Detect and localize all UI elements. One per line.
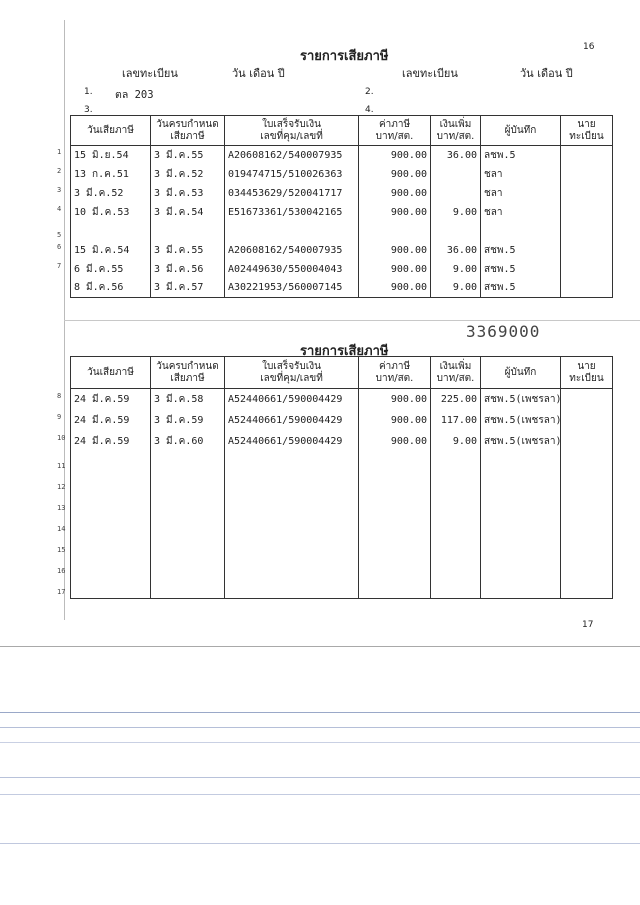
cell-receipt — [225, 222, 359, 241]
col2-extra: เงินเพิ่ม บาท/สต. — [431, 357, 481, 389]
scan-rule — [0, 727, 640, 728]
cell-registrar — [561, 557, 613, 578]
cell-receipt — [225, 515, 359, 536]
cell-tax — [359, 452, 431, 473]
scan-rule — [0, 777, 640, 778]
cell-tax-date — [57, 473, 151, 494]
cell-due-date — [151, 515, 225, 536]
cell-registrar — [561, 452, 613, 473]
cell-tax: 900.00 — [359, 279, 431, 298]
cell-due-date: 3 มี.ค.53 — [151, 184, 225, 203]
cell-recorder — [481, 452, 561, 473]
table-row — [71, 279, 613, 298]
line-number-4: 4. — [365, 105, 374, 115]
cell-recorder: สชพ.5(เพชรลา) — [481, 431, 561, 452]
cell-registrar — [561, 260, 613, 279]
row-number: 2 — [57, 166, 62, 175]
cell-registrar — [561, 203, 613, 222]
cell-extra — [431, 184, 481, 203]
tax-table-2 — [57, 356, 613, 599]
row-number: 1 — [57, 147, 62, 156]
cell-extra — [431, 222, 481, 241]
stamp-number: 3369000 — [466, 322, 541, 341]
cell-extra — [431, 165, 481, 184]
tax-date-value: 6 มี.ค.55 — [74, 263, 124, 275]
cell-due-date — [151, 473, 225, 494]
tax-date-value: 3 มี.ค.52 — [74, 187, 124, 199]
col-receipt: ใบเสร็จรับเงิน เลขที่คุม/เลขที่ — [225, 116, 359, 146]
table-row — [71, 557, 613, 578]
row-number: 15 — [57, 546, 66, 554]
cell-registrar — [561, 578, 613, 599]
cell-extra: 9.00 — [431, 431, 481, 452]
cell-tax: 900.00 — [359, 431, 431, 452]
cell-receipt — [225, 557, 359, 578]
cell-receipt: A20608162/540007935 — [225, 241, 359, 260]
row-number: 7 — [57, 261, 62, 270]
cell-tax-date — [71, 279, 151, 298]
table-row — [71, 410, 613, 431]
cell-due-date — [151, 536, 225, 557]
cell-recorder: สชพ.5(เพชรลา) — [481, 389, 561, 410]
cell-tax: 900.00 — [359, 165, 431, 184]
col2-receipt: ใบเสร็จรับเงิน เลขที่คุม/เลขที่ — [225, 357, 359, 389]
cell-registrar — [561, 431, 613, 452]
col-tax: ค่าภาษี บาท/สต. — [359, 116, 431, 146]
col2-tax: ค่าภาษี บาท/สต. — [359, 357, 431, 389]
row-number: 11 — [57, 462, 66, 470]
date-label-right: วัน เดือน ปี — [520, 67, 573, 80]
cell-registrar — [561, 165, 613, 184]
cell-receipt: 034453629/520041717 — [225, 184, 359, 203]
cell-extra — [431, 578, 481, 599]
cell-recorder — [481, 536, 561, 557]
line-number-1: 1. — [84, 87, 93, 97]
cell-tax-date — [57, 578, 151, 599]
cell-extra: 36.00 — [431, 241, 481, 260]
table-row — [71, 165, 613, 184]
col2-due-date: วันครบกำหนด เสียภาษี — [151, 357, 225, 389]
cell-tax-date — [57, 222, 151, 241]
cell-tax-date — [57, 165, 151, 184]
table-row — [71, 241, 613, 260]
cell-tax-date — [57, 494, 151, 515]
row-number: 3 — [57, 185, 62, 194]
cell-tax-date — [57, 536, 151, 557]
cell-tax-date — [57, 241, 151, 260]
row-number: 10 — [57, 433, 66, 442]
table-row — [71, 184, 613, 203]
tax-date-value: 15 มิ.ค.54 — [74, 244, 130, 256]
cell-registrar — [561, 241, 613, 260]
tax-date-value: 13 ก.ค.51 — [74, 168, 129, 180]
scan-rule — [0, 646, 640, 647]
tax-date-value: 15 มิ.ย.54 — [74, 149, 129, 161]
table-row — [71, 515, 613, 536]
cell-due-date: 3 มี.ค.58 — [151, 389, 225, 410]
cell-tax — [359, 578, 431, 599]
cell-registrar — [561, 515, 613, 536]
cell-recorder: สชพ.5 — [481, 241, 561, 260]
cell-extra: 9.00 — [431, 279, 481, 298]
row-number: 9 — [57, 412, 62, 421]
row-number: 8 — [57, 391, 62, 400]
row-number: 16 — [57, 567, 66, 575]
row-number: 6 — [57, 242, 62, 251]
table-row — [71, 494, 613, 515]
cell-recorder: ลชพ.5 — [481, 146, 561, 165]
reg-label-left: เลขทะเบียน — [122, 67, 178, 80]
cell-registrar — [561, 389, 613, 410]
table-row — [71, 389, 613, 410]
line-number-2: 2. — [365, 87, 374, 97]
col-tax-date: วันเสียภาษี — [71, 116, 151, 146]
cell-registrar — [561, 494, 613, 515]
cell-tax — [359, 515, 431, 536]
cell-tax-date — [57, 557, 151, 578]
cell-registrar — [561, 536, 613, 557]
cell-receipt — [225, 494, 359, 515]
cell-tax: 900.00 — [359, 146, 431, 165]
sheet-divider — [64, 320, 640, 321]
cell-due-date: 3 มี.ค.52 — [151, 165, 225, 184]
cell-due-date: 3 มี.ค.59 — [151, 410, 225, 431]
cell-receipt: A02449630/550004043 — [225, 260, 359, 279]
cell-tax-date — [57, 260, 151, 279]
cell-extra — [431, 515, 481, 536]
cell-tax-date — [57, 515, 151, 536]
line-1-value: ตล 203 — [115, 89, 154, 101]
cell-recorder — [481, 578, 561, 599]
cell-due-date: 3 มี.ค.56 — [151, 260, 225, 279]
cell-recorder: สชพ.5 — [481, 279, 561, 298]
scan-rule — [0, 843, 640, 844]
cell-tax — [359, 536, 431, 557]
cell-due-date — [151, 494, 225, 515]
reg-label-right: เลขทะเบียน — [402, 67, 458, 80]
cell-tax: 900.00 — [359, 184, 431, 203]
col2-recorder: ผู้บันทึก — [481, 357, 561, 389]
cell-tax — [359, 557, 431, 578]
page-number-top: 16 — [583, 42, 595, 52]
cell-receipt: A52440661/590004429 — [225, 410, 359, 431]
table-row — [71, 222, 613, 241]
cell-recorder — [481, 494, 561, 515]
cell-tax-date — [57, 203, 151, 222]
cell-receipt: E51673361/530042165 — [225, 203, 359, 222]
col-recorder: ผู้บันทึก — [481, 116, 561, 146]
cell-recorder — [481, 222, 561, 241]
cell-tax — [359, 494, 431, 515]
cell-registrar — [561, 279, 613, 298]
row-number: 12 — [57, 483, 66, 491]
col-registrar: นายทะเบียน — [561, 116, 613, 146]
cell-due-date: 3 มี.ค.55 — [151, 146, 225, 165]
cell-extra: 225.00 — [431, 389, 481, 410]
cell-recorder: ชลา — [481, 203, 561, 222]
cell-extra — [431, 557, 481, 578]
cell-receipt — [225, 452, 359, 473]
cell-tax-date — [57, 452, 151, 473]
cell-receipt — [225, 578, 359, 599]
tax-date-value: 24 มี.ค.59 — [74, 435, 130, 447]
tax-date-value: 24 มี.ค.59 — [74, 393, 130, 405]
tax-date-value: 10 มี.ค.53 — [74, 206, 130, 218]
cell-recorder: ชลา — [481, 165, 561, 184]
row-number: 17 — [57, 587, 66, 596]
cell-receipt: 019474715/510026363 — [225, 165, 359, 184]
tax-date-value: 8 มี.ค.56 — [74, 282, 124, 294]
cell-due-date: 3 มี.ค.54 — [151, 203, 225, 222]
cell-registrar — [561, 410, 613, 431]
table-row — [71, 452, 613, 473]
cell-tax-date — [57, 431, 151, 452]
cell-extra: 36.00 — [431, 146, 481, 165]
cell-extra — [431, 473, 481, 494]
cell-receipt: A52440661/590004429 — [225, 431, 359, 452]
table-row — [71, 536, 613, 557]
cell-receipt — [225, 536, 359, 557]
cell-extra — [431, 452, 481, 473]
table-row — [71, 146, 613, 165]
table-row — [71, 578, 613, 599]
form-title-1: รายการเสียภาษี — [300, 49, 389, 64]
col-due-date: วันครบกำหนด เสียภาษี — [151, 116, 225, 146]
scan-rule — [0, 712, 640, 713]
cell-due-date — [151, 578, 225, 599]
cell-registrar — [561, 473, 613, 494]
cell-recorder: ชลา — [481, 184, 561, 203]
cell-due-date — [151, 222, 225, 241]
cell-tax-date — [57, 184, 151, 203]
form-title-2: รายการเสียภาษี — [300, 344, 389, 359]
cell-extra: 117.00 — [431, 410, 481, 431]
line-number-3: 3. — [84, 105, 93, 115]
cell-due-date: 3 มี.ค.57 — [151, 279, 225, 298]
table-row — [71, 203, 613, 222]
cell-receipt: A20608162/540007935 — [225, 146, 359, 165]
col2-tax-date: วันเสียภาษี — [71, 357, 151, 389]
cell-recorder: สชพ.5(เพชรลา) — [481, 410, 561, 431]
cell-receipt: A30221953/560007145 — [225, 279, 359, 298]
cell-tax-date — [57, 389, 151, 410]
scan-rule — [0, 742, 640, 743]
page-number-bottom: 17 — [582, 620, 594, 630]
cell-tax: 900.00 — [359, 410, 431, 431]
cell-recorder — [481, 473, 561, 494]
cell-tax — [359, 473, 431, 494]
cell-tax — [359, 222, 431, 241]
cell-tax: 900.00 — [359, 203, 431, 222]
cell-tax: 900.00 — [359, 241, 431, 260]
row-number: 13 — [57, 504, 66, 512]
row-number: 4 — [57, 204, 62, 213]
cell-tax-date — [57, 410, 151, 431]
cell-due-date — [151, 557, 225, 578]
date-label-left: วัน เดือน ปี — [232, 67, 285, 80]
row-number: 14 — [57, 525, 66, 533]
cell-registrar — [561, 184, 613, 203]
cell-recorder — [481, 557, 561, 578]
row-number: 5 — [57, 231, 62, 239]
col2-registrar: นายทะเบียน — [561, 357, 613, 389]
cell-recorder: สชพ.5 — [481, 260, 561, 279]
cell-tax: 900.00 — [359, 389, 431, 410]
tax-table-1 — [57, 115, 613, 298]
cell-due-date: 3 มี.ค.60 — [151, 431, 225, 452]
cell-due-date — [151, 452, 225, 473]
table-row — [71, 431, 613, 452]
table-row — [71, 473, 613, 494]
table-row — [71, 260, 613, 279]
cell-receipt — [225, 473, 359, 494]
cell-tax: 900.00 — [359, 260, 431, 279]
cell-extra: 9.00 — [431, 260, 481, 279]
cell-receipt: A52440661/590004429 — [225, 389, 359, 410]
cell-registrar — [561, 146, 613, 165]
cell-registrar — [561, 222, 613, 241]
tax-date-value: 24 มี.ค.59 — [74, 414, 130, 426]
cell-tax-date — [57, 146, 151, 165]
cell-due-date: 3 มี.ค.55 — [151, 241, 225, 260]
scan-rule — [0, 794, 640, 795]
cell-extra — [431, 536, 481, 557]
cell-extra: 9.00 — [431, 203, 481, 222]
cell-extra — [431, 494, 481, 515]
col-extra: เงินเพิ่ม บาท/สต. — [431, 116, 481, 146]
cell-recorder — [481, 515, 561, 536]
